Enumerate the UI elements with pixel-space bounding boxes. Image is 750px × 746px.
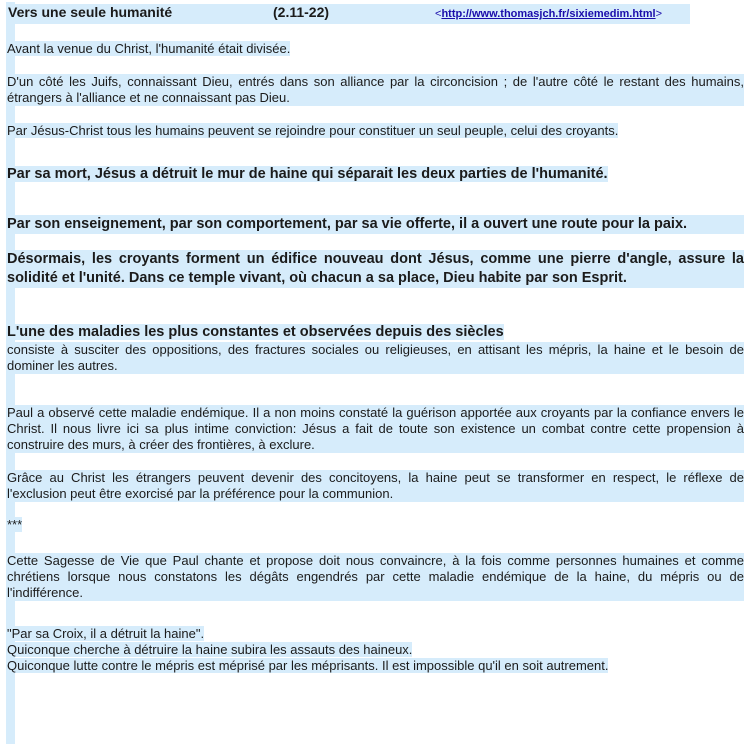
document-content bbox=[7, 4, 744, 674]
quote-line-2: Quiconque cherche à détruire la haine subira les assauts des haineux. bbox=[7, 642, 413, 657]
paragraph-2: D'un côté les Juifs, connaissant Dieu, entrés dans son alliance par la circoncision ; de l'autre côté le restant des humains, étrangers à l'alliance et ne connaissant pas Dieu. bbox=[7, 74, 744, 105]
document-header bbox=[7, 4, 690, 24]
document-title: Vers une seule humanité bbox=[8, 4, 173, 20]
source-link-url[interactable]: http://www.thomasjch.fr/sixiemedim.html bbox=[441, 8, 656, 20]
section-heading: L'une des maladies les plus constantes et observées depuis des siècles bbox=[7, 324, 504, 340]
paragraph-3: Par Jésus-Christ tous les humains peuvent se rejoindre pour constituer un seul peuple, celui des croyants. bbox=[7, 123, 619, 138]
quote-line-1: "Par sa Croix, il a détruit la haine". bbox=[7, 626, 205, 641]
bold-paragraph-2: Par son enseignement, par son comportement, par sa vie offerte, il a ouvert une route pour la paix. bbox=[7, 215, 744, 234]
bold-paragraph-3: Désormais, les croyants forment un édifice nouveau dont Jésus, comme une pierre d'angle, assure la solidité et l'unité. Dans ce temple vivant, où chacun a sa place, Dieu habite par son Esprit. bbox=[7, 251, 744, 286]
paragraph-5: Paul a observé cette maladie endémique. Il a non moins constaté la guérison apportée aux croyants par la confiance envers le Christ. Il nous livre ici sa plus intime conviction: Jésus a fait de toute son existence un combat contre cette propension à construire des murs, à créer des frontières, à exclure. bbox=[7, 405, 744, 452]
bible-reference: (2.11-22) bbox=[273, 4, 330, 20]
paragraph-6: Grâce au Christ les étrangers peuvent devenir des concitoyens, la haine peut se transformer en respect, le réflexe de l'exclusion peut être exorcisé par la préférence pour la communion. bbox=[7, 470, 744, 501]
paragraph-1: Avant la venue du Christ, l'humanité était divisée. bbox=[7, 41, 291, 56]
separator: *** bbox=[7, 517, 23, 532]
quote-line-3: Quiconque lutte contre le mépris est méprisé par les méprisants. Il est impossible qu'il en soit autrement. bbox=[7, 658, 609, 673]
paragraph-7: Cette Sagesse de Vie que Paul chante et propose doit nous convaincre, à la fois comme personnes humaines et comme chrétiens lorsque nous constatons les dégâts engendrés par cette maladie endémique de la haine, du mépris ou de l'indifférence. bbox=[7, 553, 744, 600]
paragraph-4: consiste à susciter des oppositions, des fractures sociales ou religieuses, en attisant les mépris, la haine et le besoin de dominer les autres. bbox=[7, 342, 744, 373]
bold-paragraph-1: Par sa mort, Jésus a détruit le mur de haine qui séparait les deux parties de l'humanité. bbox=[7, 166, 608, 182]
source-link[interactable]: <http://www.thomasjch.fr/sixiemedim.html> bbox=[435, 8, 662, 20]
